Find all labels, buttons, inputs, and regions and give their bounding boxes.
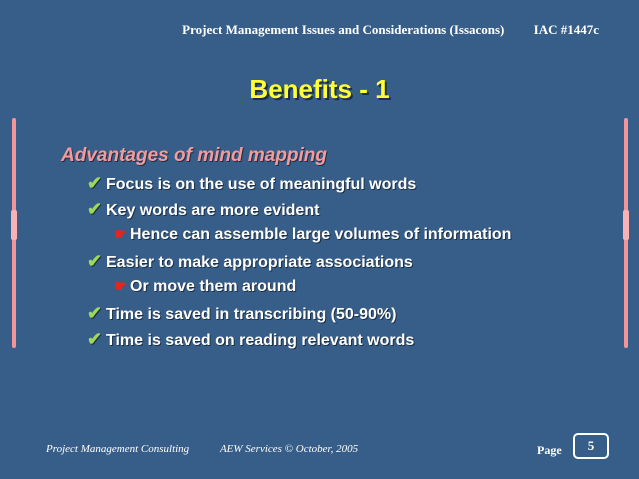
bullet-text: Hence can assemble large volumes of information	[130, 226, 512, 243]
bullet-text: Or move them around	[130, 278, 297, 295]
page-number-box: 5	[573, 433, 609, 459]
bullet-text: Time is saved in transcribing (50-90%)	[106, 306, 397, 323]
check-icon: ✔	[87, 251, 103, 271]
bullet-text: Time is saved on reading relevant words	[106, 332, 415, 349]
page-label: Page	[537, 443, 562, 457]
section-heading: Advantages of mind mapping	[61, 145, 328, 166]
left-decorative-bar	[12, 118, 16, 348]
right-decorative-bar	[624, 118, 628, 348]
check-icon: ✔	[87, 303, 103, 323]
bullet-item	[61, 326, 621, 352]
bullet-item	[61, 170, 621, 196]
bullet-list	[61, 170, 621, 352]
slide-title: Benefits - 1	[249, 74, 390, 104]
left-bar-highlight	[11, 210, 17, 240]
bullet-item	[61, 300, 621, 326]
pointing-hand-icon: ☛	[114, 226, 128, 243]
slide-header	[182, 22, 599, 38]
sub-bullet-item	[61, 274, 621, 300]
right-bar-highlight	[623, 210, 629, 240]
course-title: Project Management Issues and Considerations (Issacons)	[182, 22, 505, 37]
course-code: IAC #1447c	[533, 22, 599, 37]
bullet-item	[61, 248, 621, 274]
footer-company: Project Management Consulting	[46, 443, 190, 455]
check-icon: ✔	[87, 173, 103, 193]
check-icon: ✔	[87, 199, 103, 219]
bullet-text: Key words are more evident	[106, 202, 320, 219]
sub-bullet-item	[61, 222, 621, 248]
slide-footer	[46, 443, 358, 455]
bullet-text: Focus is on the use of meaningful words	[106, 176, 417, 193]
slide-content	[61, 145, 621, 352]
check-icon: ✔	[87, 329, 103, 349]
pointing-hand-icon: ☛	[114, 278, 128, 295]
bullet-text: Easier to make appropriate associations	[106, 254, 413, 271]
footer-services: AEW Services © October, 2005	[219, 443, 359, 455]
bullet-item	[61, 196, 621, 222]
